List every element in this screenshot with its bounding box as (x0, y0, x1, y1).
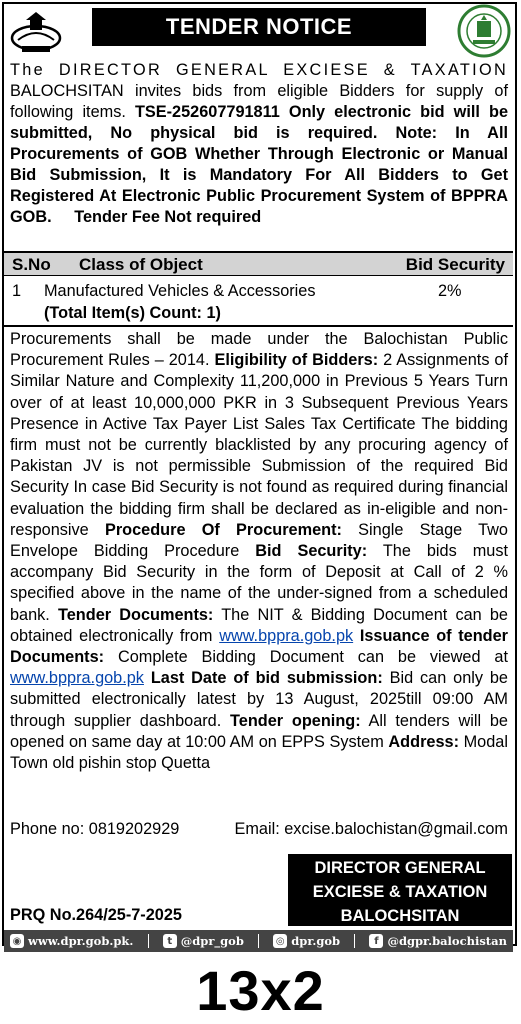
facebook-handle: @dgpr.balochistan (387, 934, 507, 948)
row-count: (Total Item(s) Count: 1) (44, 304, 221, 322)
footer-facebook (369, 934, 507, 948)
tender-details (10, 329, 508, 774)
bppra-link[interactable]: www.bppra.gob.pk (219, 626, 354, 645)
signature-line: BALOCHSITAN (340, 907, 460, 925)
ad-size: 13x2 (196, 959, 325, 1022)
phone-number: Phone no: 0819202929 (10, 820, 180, 838)
opening-heading: Tender opening: (230, 711, 361, 730)
balochistan-emblem-icon (8, 6, 64, 56)
divider (148, 934, 149, 948)
intro-text: BALOCHSITAN invites bids from eligible Bidders for supply of following items. (10, 82, 508, 121)
table-row (4, 280, 513, 324)
divider (4, 325, 513, 327)
footer-bar (4, 930, 513, 952)
row-security: 2% (438, 282, 462, 300)
opening-text: All tenders will be opened on same day at 10:00 AM on EPPS System (10, 711, 508, 751)
page-title: TENDER NOTICE (92, 8, 426, 46)
divider (354, 934, 355, 948)
divider (258, 934, 259, 948)
contact-line (10, 820, 508, 839)
footer-twitter (163, 934, 244, 948)
rules-text: Procurements shall be made under the Balochistan Public Procurement Rules – 2014. (10, 330, 508, 370)
email-address: Email: excise.balochistan@gmail.com (234, 820, 508, 838)
signature-block (288, 854, 512, 926)
documents-heading: Tender Documents: (58, 605, 214, 624)
tender-fee-note: Tender Fee Not required (74, 208, 262, 226)
bid-security-heading: Bid Security: (255, 542, 368, 561)
last-date-heading: Last Date of bid submission: (150, 669, 383, 688)
twitter-icon: t (163, 934, 177, 948)
globe-icon: ◉ (10, 934, 24, 948)
signature-line: DIRECTOR GENERAL (314, 859, 486, 877)
col-object: Class of Object (79, 255, 203, 274)
row-object: Manufactured Vehicles & Accessories (44, 282, 316, 300)
documents-text: The NIT & Bidding Document can be obtained electronically from (10, 605, 508, 645)
prq-number: PRQ No.264/25-7-2025 (10, 906, 182, 924)
address-heading: Address: (388, 732, 459, 751)
address-text: Modal Town old pishin stop Quetta (10, 732, 508, 773)
twitter-handle: @dpr_gob (180, 934, 244, 948)
intro-bold-note: TSE-252607791811 Only electronic bid will be submitted, No physical bid is required. Note: In All Procurements of GOB Whether Through Electronic or Manual Bid Submission, It is Mandatory For All Bidders to Get Registered At Electronic Public Procurement System of BPPRA GOB. (10, 103, 508, 226)
table-header (4, 251, 513, 276)
website-text: www.dpr.gob.pk. (28, 934, 134, 948)
col-security: Bid Security (405, 255, 505, 274)
footer-instagram (273, 934, 340, 948)
excise-taxation-seal-icon (455, 4, 513, 58)
bid-security-text: The bids must accompany Bid Security in the form of Deposit at Call of 2 % specified above in the name of the under-signed from a scheduled bank. (10, 542, 508, 624)
last-date-text: Bid can only be submitted electronically latest by 13 August, 2025till 09:00 AM through supplier dashboard. (10, 669, 508, 730)
facebook-icon: f (369, 934, 383, 948)
eligibility-text: 2 Assignments of Similar Nature and Complexity 11,200,000 in Previous 5 Years Turn over of at least 10,000,000 PKR in 3 Subsequent Previous Years Presence in Active Tax Payer List Sales Tax Certificate The bidding firm must not be currently blacklisted by any procuring agency of Pakistan JV is not permissible Submission of the required Bid Security In case Bid Security is not found as required during financial evaluation the bidding firm shall be declared as in-eligible and non-responsive (10, 351, 508, 539)
procedure-heading: Procedure Of Procurement: (104, 520, 342, 539)
instagram-handle: dpr.gob (291, 934, 341, 948)
col-sno: S.No (12, 255, 51, 274)
procedure-text: Single Stage Two Envelope Bidding Procedure (10, 520, 508, 561)
instagram-icon: ◎ (273, 934, 287, 948)
issuance-text: Complete Bidding Document can be viewed at (117, 648, 508, 667)
intro-paragraph (10, 60, 508, 228)
row-sno: 1 (12, 282, 22, 300)
issuance-heading: Issuance of tender Documents: (10, 626, 508, 667)
bppra-link-2[interactable]: www.bppra.gob.pk (10, 669, 144, 688)
intro-issuer: The DIRECTOR GENERAL EXCIESE & TAXATION (10, 61, 508, 79)
signature-line: EXCIESE & TAXATION (312, 883, 488, 901)
eligibility-heading: Eligibility of Bidders: (214, 351, 379, 370)
footer-website (10, 934, 133, 948)
